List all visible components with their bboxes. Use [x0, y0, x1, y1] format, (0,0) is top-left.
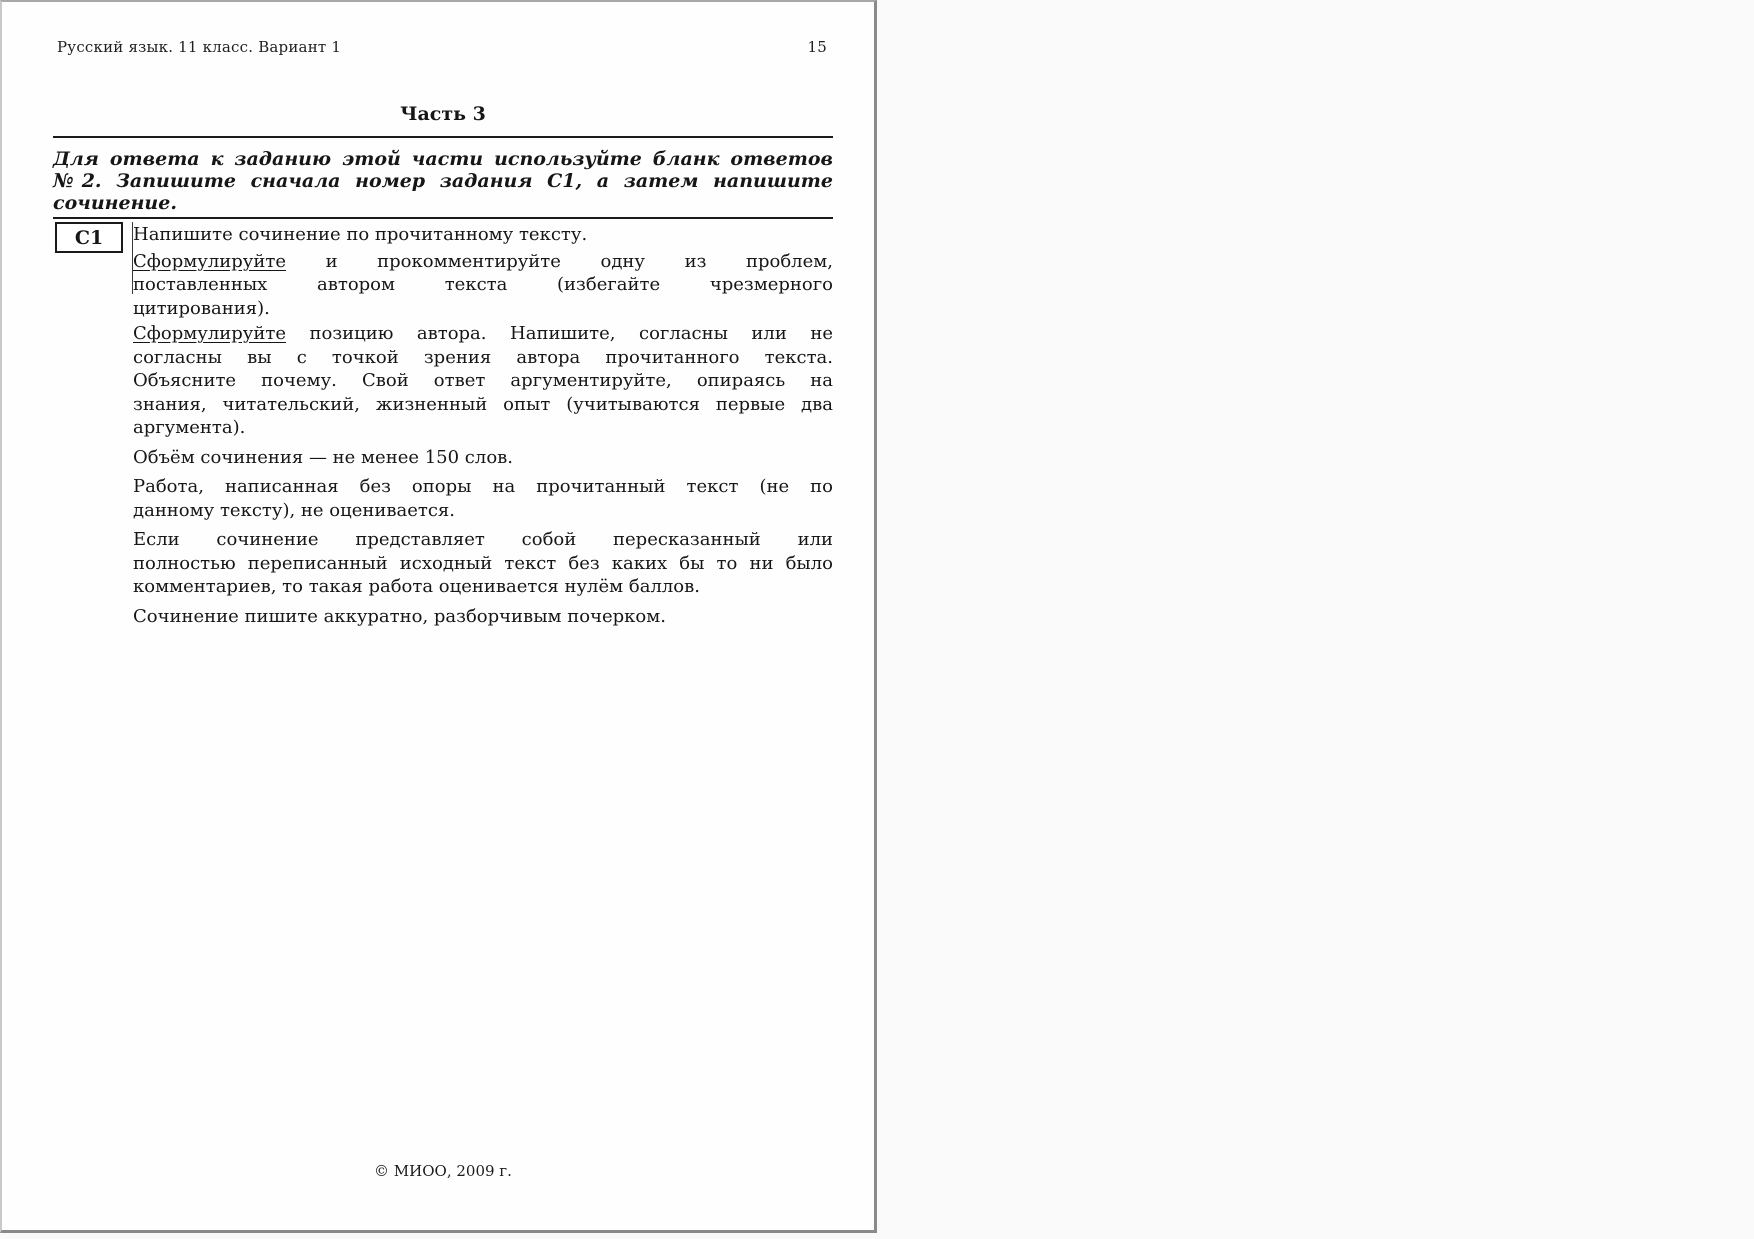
- task-line: аргумента).: [133, 417, 246, 438]
- task-line: знания, читательский, жизненный опыт (учитываются первые два: [133, 393, 833, 415]
- instruction-rule: [53, 217, 833, 219]
- instruction-line: №2. Запишите сначала номер задания С1, а затем напишите: [53, 170, 833, 192]
- task-line: комментариев, то такая работа оценивается нулём баллов.: [133, 576, 700, 597]
- task-line: Объясните почему. Свой ответ аргументируйте, опираясь на: [133, 370, 833, 391]
- header-title: Русский язык. 11 класс. Вариант 1: [57, 38, 342, 56]
- underlined-word: Сформулируйте: [133, 323, 286, 344]
- task-line: Объём сочинения — не менее 150 слов.: [133, 446, 514, 468]
- instruction-block: [53, 148, 833, 214]
- task-line: данному тексту), не оценивается.: [133, 499, 455, 521]
- instruction-line: Для ответа к заданию этой части используйте бланк ответов: [53, 148, 833, 170]
- page-header: [57, 38, 827, 56]
- task-line: Работа, написанная без опоры на прочитанный текст (не по: [133, 476, 833, 497]
- document-page: [0, 0, 877, 1233]
- instruction-line: сочинение.: [53, 192, 177, 214]
- page-number: 15: [807, 38, 827, 56]
- task-line: полностью переписанный исходный текст без каких бы то ни было: [133, 552, 833, 574]
- underlined-word: Сформулируйте: [133, 250, 286, 272]
- part-title: Часть 3: [400, 103, 486, 125]
- task-line: Сформулируйте позицию автора. Напишите, согласны или не: [133, 323, 833, 344]
- task-line: согласны вы с точкой зрения автора прочитанного текста.: [133, 346, 833, 368]
- task-line: Если сочинение представляет собой пересказанный или: [133, 529, 833, 550]
- task-line: цитирования).: [133, 297, 270, 319]
- task-line: поставленных автором текста (избегайте чрезмерного: [133, 274, 833, 295]
- task-number-box: [55, 222, 123, 253]
- footer-copyright: © МИОО, 2009 г.: [374, 1162, 512, 1180]
- title-rule: [53, 136, 833, 138]
- task-line: Сформулируйте и прокомментируйте одну из проблем,: [133, 250, 833, 272]
- task-text: [133, 223, 833, 628]
- task-number: С1: [74, 226, 104, 249]
- task-line: Напишите сочинение по прочитанному тексту.: [133, 224, 588, 245]
- task-line: Сочинение пишите аккуратно, разборчивым почерком.: [133, 605, 666, 627]
